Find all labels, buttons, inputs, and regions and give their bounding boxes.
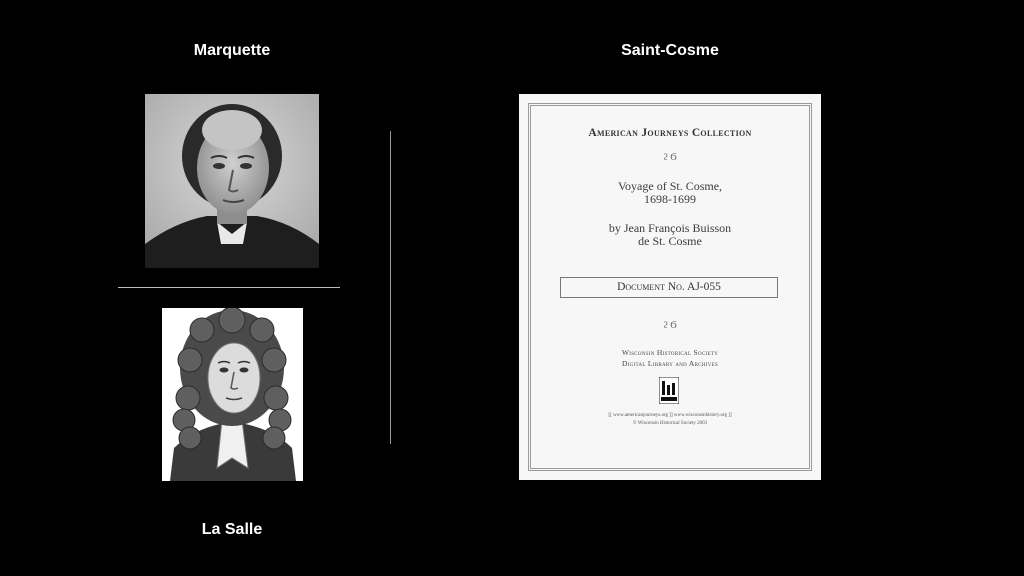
lasalle-portrait [162, 308, 303, 481]
society-line-1: Wisconsin Historical Society [621, 348, 719, 357]
collection-title: American Journeys Collection [588, 127, 752, 139]
marquette-portrait [145, 94, 319, 268]
voyage-line-2: 1698-1699 [644, 192, 696, 206]
saintcosme-label: Saint-Cosme [621, 42, 719, 59]
voyage-line-1: Voyage of St. Cosme, [617, 179, 723, 193]
lasalle-label: La Salle [201, 521, 263, 538]
author-line-2: de St. Cosme [638, 234, 702, 248]
ornament-top: ϩ Ϭ [663, 152, 677, 162]
marquette-label: Marquette [193, 42, 271, 59]
document-footer [519, 412, 821, 428]
society-line-2: Digital Library and Archives [621, 359, 719, 368]
ornament-bottom: ϩ Ϭ [663, 320, 677, 330]
voyage-title [519, 180, 821, 206]
author-line [519, 222, 821, 248]
portrait-divider [118, 287, 340, 288]
society-name [519, 347, 821, 369]
footer-line-1: [[ www.americanjourneys.org ]] www.wisconsinhistory.org ]] [608, 413, 732, 418]
document-number: Document No. AJ-055 [560, 277, 778, 298]
column-divider [390, 131, 391, 444]
history-logo-icon [659, 377, 679, 404]
document-cover [519, 94, 821, 480]
author-line-1: by Jean François Buisson [608, 221, 732, 235]
footer-line-2: © Wisconsin Historical Society 2003 [632, 421, 708, 426]
